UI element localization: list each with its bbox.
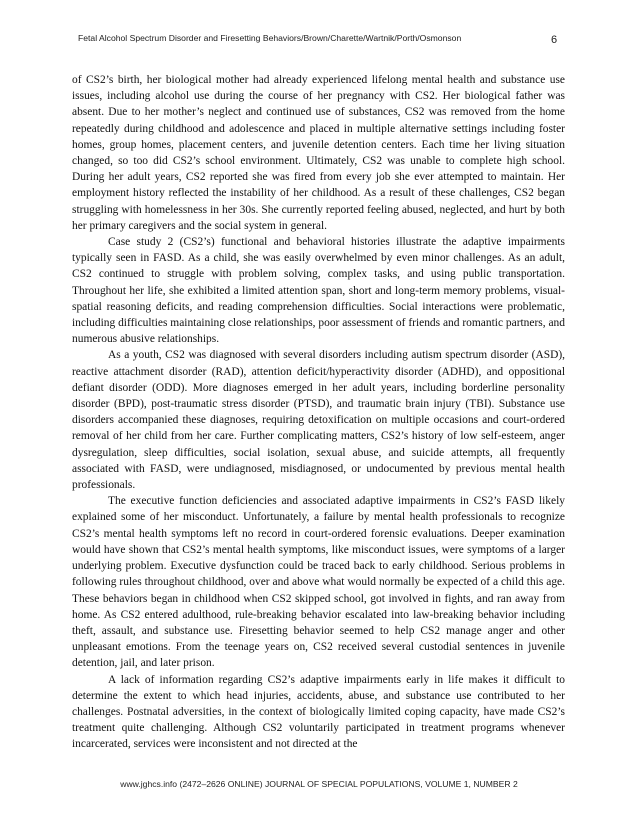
article-body: [72, 72, 565, 753]
paragraph-functional-histories: Case study 2 (CS2’s) functional and behavioral histories illustrate the adaptive impairments typically seen in FASD. As a child, she was easily overwhelmed by even minor challenges. As an adult, CS2 continued to struggle with problem solving, complex tasks, and using public transportation. Throughout her life, she exhibited a limited attention span, short and long-term memory problems, visual-spatial reasoning deficits, and reading comprehension difficulties. Social interactions were problematic, including difficulties maintaining close relationships, poor assessment of friends and romantic partners, and numerous abusive relationships.: [72, 236, 565, 346]
paragraph-executive-function: The executive function deficiencies and associated adaptive impairments in CS2’s FASD likely explained some of her misconduct. Unfortunately, a failure by mental health professionals to recognize CS2’s mental health symptoms left no record in court-ordered forensic evaluations. Deeper examination would have shown that CS2’s mental health symptoms, like misconduct issues, were symptoms of a larger underlying problem. Executive dysfunction could be traced back to early childhood. Serious problems in following rules throughout childhood, over and above what would normally be expected of a child this age. These behaviors began in childhood when CS2 skipped school, got involved in fights, and ran away from home. As CS2 entered adulthood, rule-breaking behavior escalated into law-breaking behavior including theft, assault, and substance use. Firesetting behavior seemed to help CS2 manage anger and other unpleasant emotions. From the teenage years on, CS2 received several custodial sentences in juvenile detention, jail, and later prison.: [72, 495, 565, 670]
page-number: 6: [551, 34, 558, 46]
journal-footer: www.jghcs.info (2472–2626 ONLINE) JOURNAL OF SPECIAL POPULATIONS, VOLUME 1, NUMBER 2: [120, 779, 518, 789]
paragraph-continuation: of CS2’s birth, her biological mother had already experienced lifelong mental health and substance use issues, including alcohol use during the course of her pregnancy with CS2. Her biological father was absent. Due to her mother’s neglect and continued use of substances, CS2 was removed from the home repeatedly during childhood and adolescence and placed in multiple alternative settings including foster homes, group homes, placement centers, and juvenile detention centers. Each time her living situation changed, so too did CS2’s school environment. Ultimately, CS2 was unable to complete high school. During her adult years, CS2 reported she was fired from every job she ever attempted to maintain. Her employment history reflected the instability of her childhood. As a result of these challenges, CS2 began struggling with homelessness in her 30s. She currently reported feeling abused, neglected, and hurt by both her primary caregivers and the social system in general.: [72, 74, 565, 232]
running-head-title: Fetal Alcohol Spectrum Disorder and Firesetting Behaviors/Brown/Charette/Wartnik/Porth/Osmonson: [78, 33, 462, 43]
paragraph-adaptive-impairments: A lack of information regarding CS2’s adaptive impairments early in life makes it difficult to determine the extent to which head injuries, accidents, abuse, and substance use contributed to her challenges. Postnatal adversities, in the context of biologically limited coping capacity, have made CS2’s treatment quite challenging. Although CS2 voluntarily participated in treatment programs whenever incarcerated, services were inconsistent and not directed at the: [72, 673, 565, 751]
paragraph-diagnoses: As a youth, CS2 was diagnosed with several disorders including autism spectrum disorder (ASD), reactive attachment disorder (RAD), attention deficit/hyperactivity disorder (ADHD), and oppositional defiant disorder (ODD). More diagnoses emerged in her adult years, including borderline personality disorder (BPD), post-traumatic stress disorder (PTSD), and traumatic brain injury (TBI). Substance use disorders accompanied these diagnoses, requiring detoxification on multiple occasions and court-ordered removal of her child from her care. Further complicating matters, CS2’s history of low self-esteem, anger dysregulation, sleep difficulties, social isolation, sexual abuse, and suicide attempts, all frequently associated with FASD, were undiagnosed, misdiagnosed, or undocumented by previous mental health professionals.: [72, 349, 565, 492]
